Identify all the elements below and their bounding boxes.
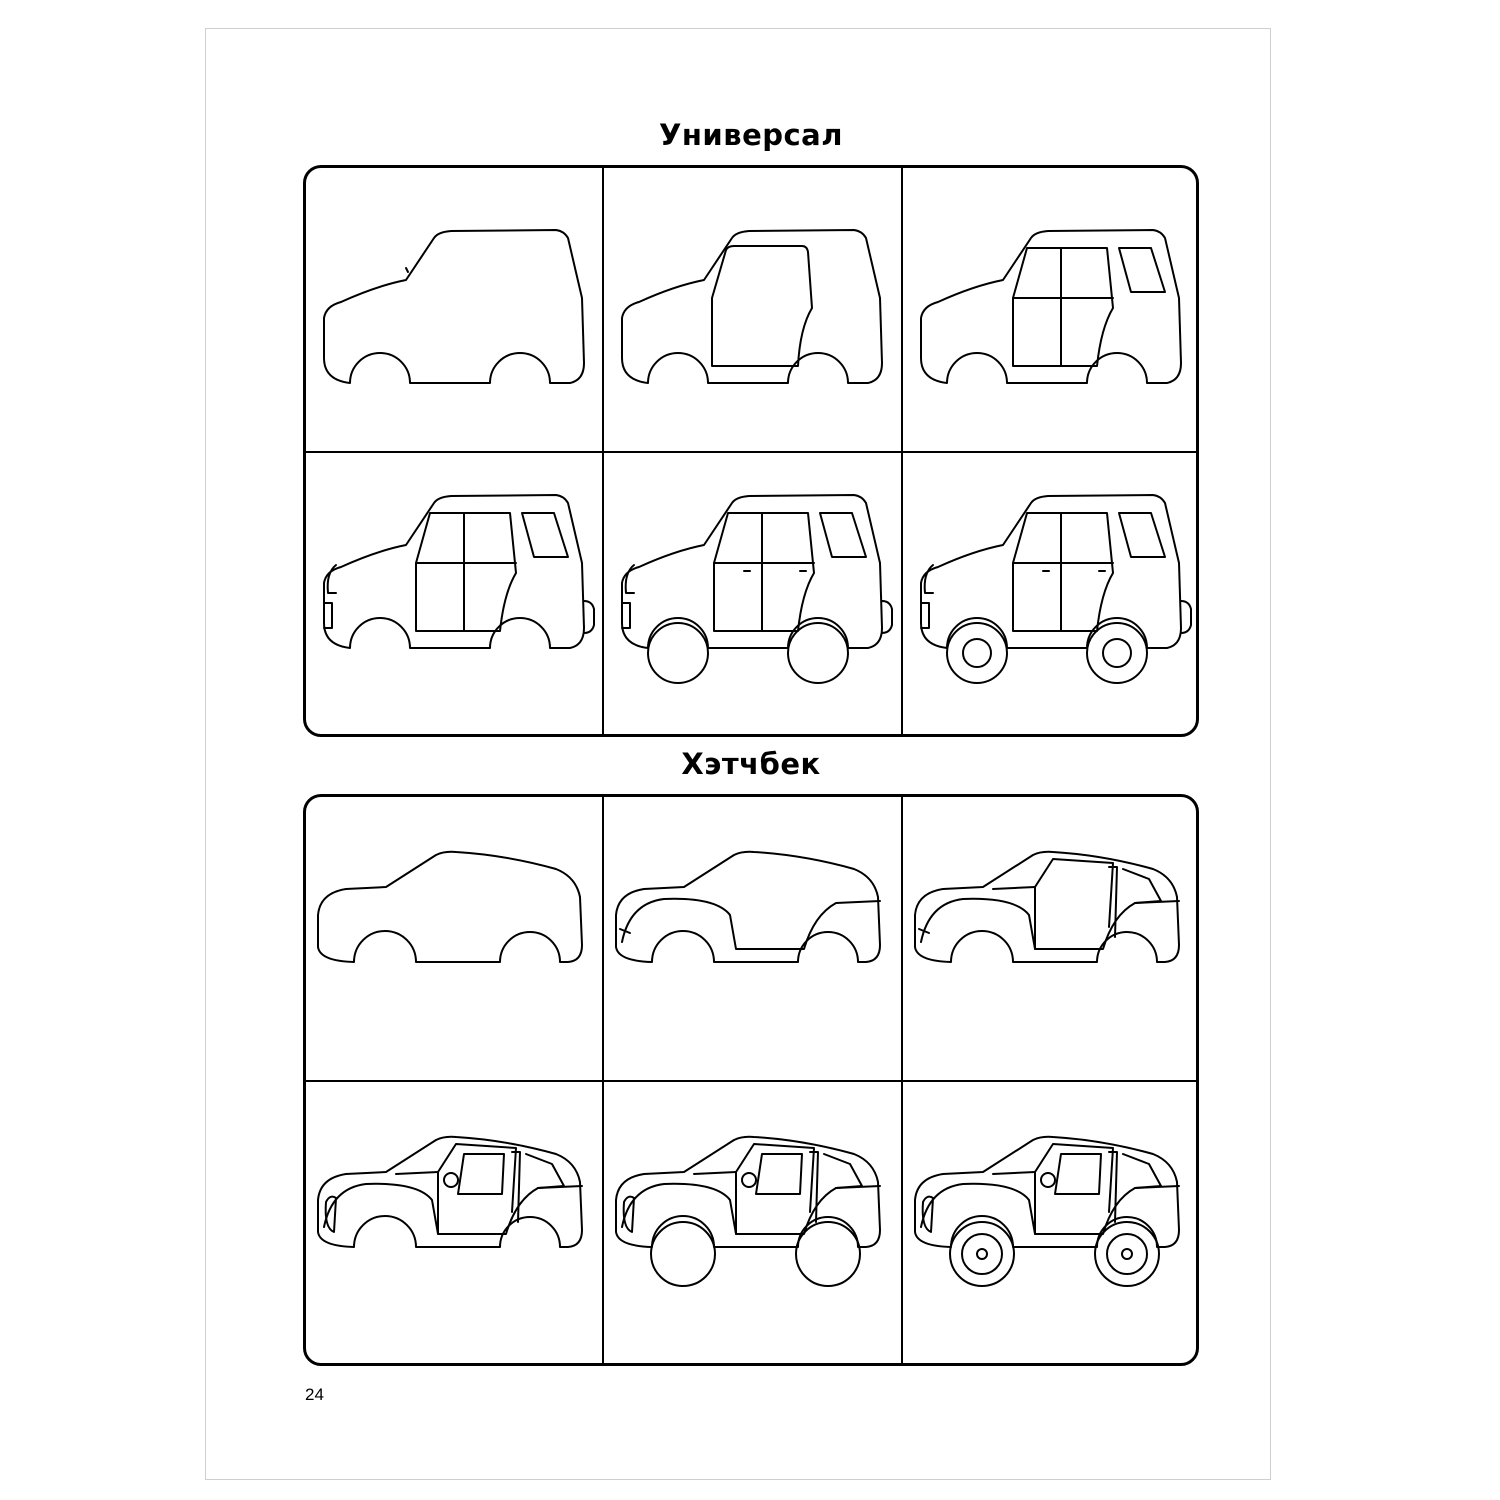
hatchback-step-4	[306, 1082, 604, 1366]
hatchback-steps-grid	[303, 794, 1199, 1366]
wagon-step-6-drawing	[903, 453, 1199, 737]
hatchback-step-3-drawing	[903, 797, 1199, 1081]
hatchback-step-3	[903, 797, 1199, 1081]
hatchback-step-6	[903, 1082, 1199, 1366]
hatchback-step-2	[604, 797, 902, 1081]
hatchback-step-2-drawing	[604, 797, 902, 1081]
hatchback-step-5	[604, 1082, 902, 1366]
wagon-step-3-drawing	[903, 168, 1199, 452]
wagon-step-5-drawing	[604, 453, 902, 737]
hatchback-step-4-drawing	[306, 1082, 604, 1366]
wagon-step-1	[306, 168, 604, 452]
section-title-wagon: Универсал	[659, 118, 843, 152]
wagon-step-2-drawing	[604, 168, 902, 452]
hatchback-step-5-drawing	[604, 1082, 902, 1366]
page-number: 24	[305, 1385, 324, 1404]
wagon-step-2	[604, 168, 902, 452]
wagon-step-4-drawing	[306, 453, 604, 737]
wagon-step-3	[903, 168, 1199, 452]
wagon-step-1-drawing	[306, 168, 604, 452]
wagon-steps-grid	[303, 165, 1199, 737]
wagon-step-4	[306, 453, 604, 737]
hatchback-step-6-drawing	[903, 1082, 1199, 1366]
wagon-step-6	[903, 453, 1199, 737]
hatchback-step-1	[306, 797, 604, 1081]
hatchback-step-1-drawing	[306, 797, 604, 1081]
wagon-step-5	[604, 453, 902, 737]
section-title-hatchback: Хэтчбек	[681, 747, 821, 781]
